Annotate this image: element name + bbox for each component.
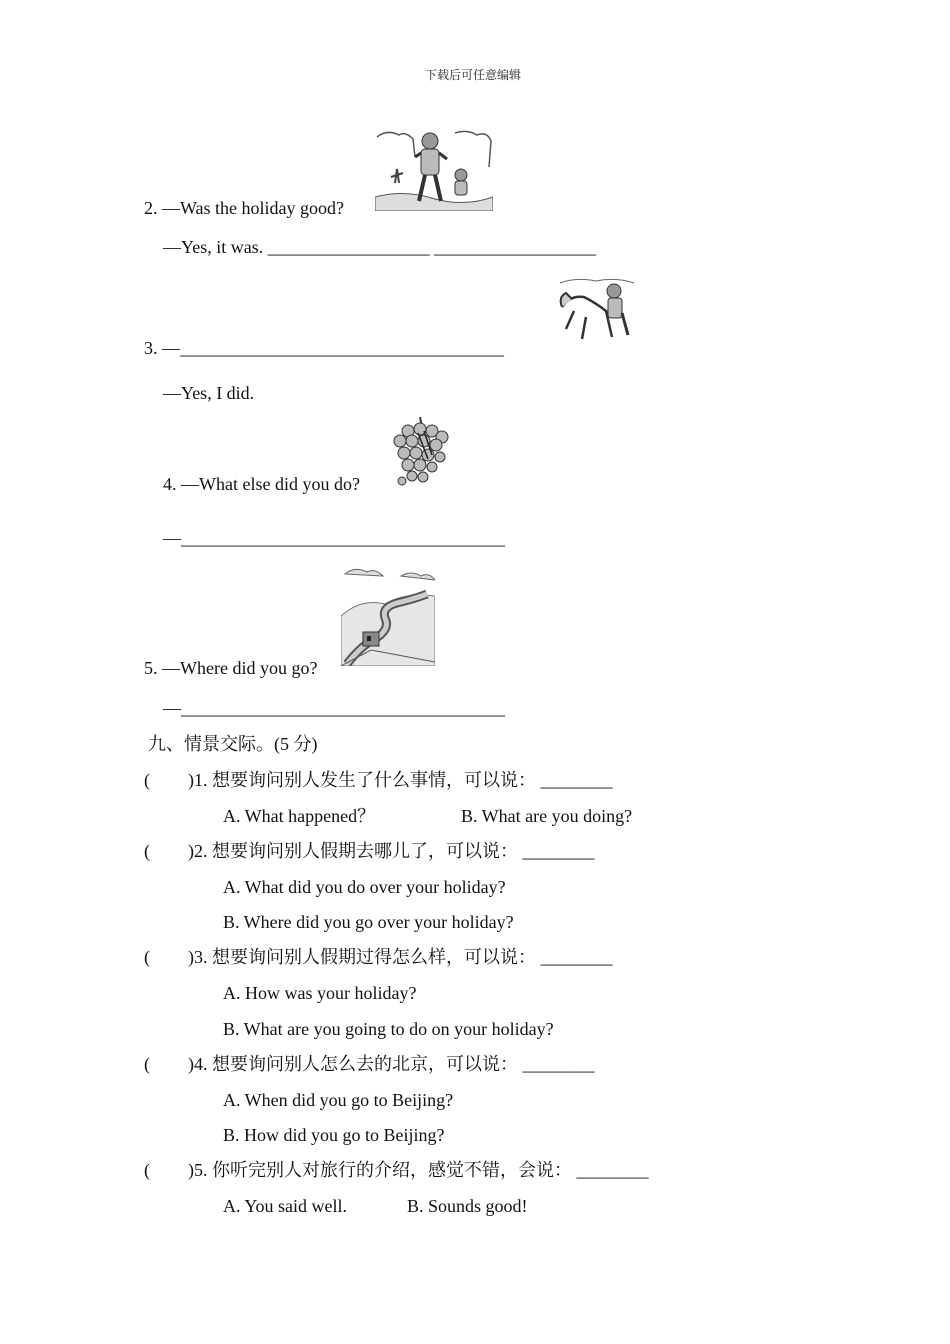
q5-question: 5. —Where did you go? — [144, 658, 318, 678]
item1-option-b: B. What are you doing? — [461, 806, 633, 826]
q4-answer: —____________________________________ — [163, 528, 505, 548]
horse-riding-illustration — [556, 277, 636, 343]
q4-question: 4. —What else did you do? — [163, 474, 360, 494]
item1-option-a: A. What happened？ — [223, 806, 376, 826]
item2-option-b: B. Where did you go over your holiday? — [223, 912, 514, 932]
item3-option-a: A. How was your holiday? — [223, 983, 417, 1003]
item4-option-b: B. How did you go to Beijing? — [223, 1125, 445, 1145]
q5-answer: —____________________________________ — [163, 698, 505, 718]
item4-paren: ( — [144, 1054, 150, 1074]
item1-paren: ( — [144, 770, 150, 790]
q2-question: 2. —Was the holiday good? — [144, 198, 345, 218]
item5-option-a: A. You said well. — [223, 1196, 348, 1216]
q3-answer: —Yes, I did. — [163, 383, 255, 403]
section-nine-title: 九、情景交际。(5 分) — [148, 734, 318, 754]
hiking-illustration — [375, 127, 493, 211]
item3-paren: ( — [144, 947, 150, 967]
q3-question: 3. —____________________________________ — [144, 338, 504, 358]
item5-option-b: B. Sounds good! — [407, 1196, 528, 1216]
item1-prompt: )1. 想要询问别人发生了什么事情，可以说： ________ — [188, 770, 613, 790]
item4-option-a: A. When did you go to Beijing? — [223, 1090, 454, 1110]
item2-prompt: )2. 想要询问别人假期去哪儿了，可以说： ________ — [188, 841, 595, 861]
item2-paren: ( — [144, 841, 150, 861]
grapes-illustration — [388, 415, 452, 487]
item2-option-a: A. What did you do over your holiday? — [223, 877, 506, 897]
item3-prompt: )3. 想要询问别人假期过得怎么样，可以说： ________ — [188, 947, 613, 967]
q2-answer: —Yes, it was. __________________ __________________ — [163, 237, 597, 257]
item4-prompt: )4. 想要询问别人怎么去的北京，可以说： ________ — [188, 1054, 595, 1074]
page-header: 下载后可任意编辑 — [425, 68, 522, 82]
item5-paren: ( — [144, 1160, 150, 1180]
great-wall-illustration — [341, 566, 435, 666]
item5-prompt: )5. 你听完别人对旅行的介绍，感觉不错，会说： ________ — [188, 1160, 649, 1180]
item3-option-b: B. What are you going to do on your holiday? — [223, 1019, 554, 1039]
